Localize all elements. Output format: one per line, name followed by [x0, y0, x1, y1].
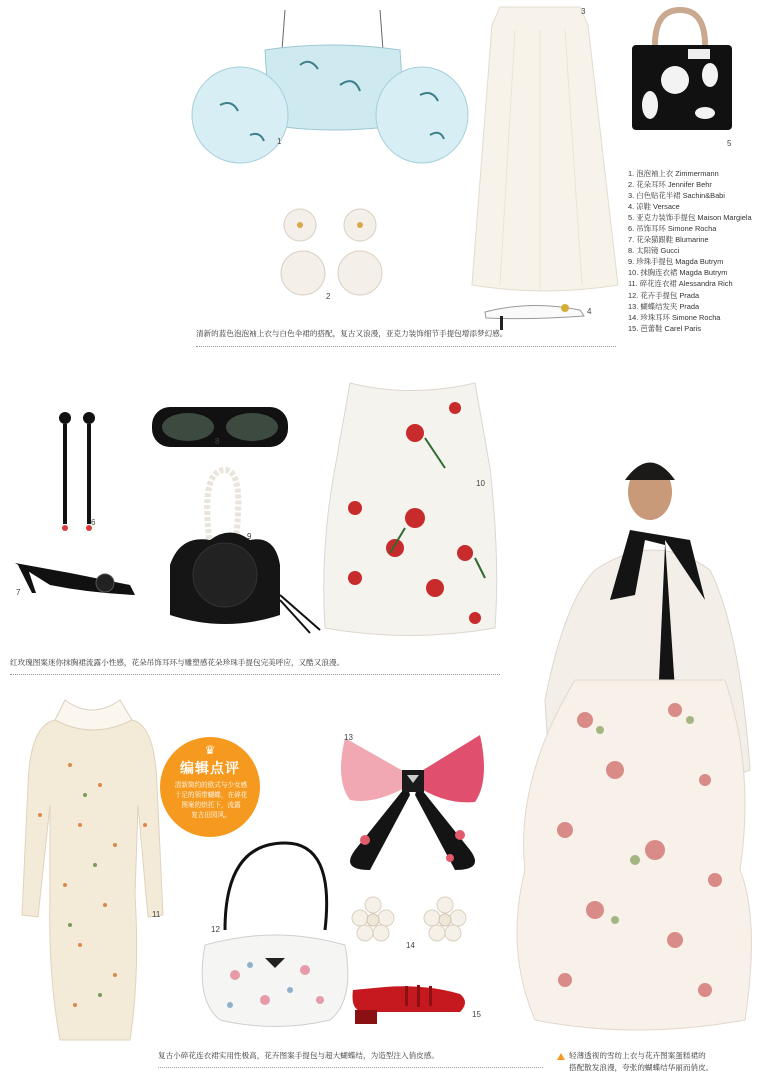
red-mary-jane-shoe-image — [345, 972, 470, 1027]
crown-icon: ♛ — [204, 743, 216, 757]
flower-earrings-image — [275, 205, 395, 305]
item-number: 5 — [727, 139, 732, 148]
item-number: 8 — [215, 437, 220, 446]
item-number: 13 — [344, 733, 353, 742]
kitten-heel-shoe-image — [10, 555, 140, 600]
pearl-handle-bag-image — [140, 465, 330, 635]
credit-item: 5. 亚克力装饰手提包 Maison Margiela — [628, 213, 752, 223]
item-number: 6 — [91, 518, 96, 527]
credit-item: 13. 蝴蝶结发夹 Prada — [628, 301, 700, 311]
pearl-earrings-image — [345, 893, 475, 948]
editor-comment-line: 十足的领带蝴蝶，在碎花 — [174, 792, 248, 799]
divider — [196, 346, 616, 347]
item-number: 10 — [476, 479, 485, 488]
credit-item: 2. 花朵耳环 Jennifer Behr — [628, 180, 712, 190]
editor-comment-line: 图案的烘托下，流露 — [181, 802, 241, 809]
item-number: 3 — [581, 7, 586, 16]
section-1-caption: 清新的蓝色泡泡袖上衣与白色伞裙的搭配，复古又浪漫，亚克力装饰细节手提包增添梦幻感。 — [196, 329, 508, 338]
item-number: 15 — [472, 1010, 481, 1019]
credit-item: 10. 抹胸连衣裙 Magda Butrym — [628, 268, 728, 278]
item-number: 9 — [247, 532, 252, 541]
section-2-caption: 红玫瑰图案迷你抹胸裙流露小性感，花朵吊饰耳环与雕塑感花朵珍珠手提包完美呼应，又酷又浪漫。 — [10, 658, 345, 667]
item-number: 7 — [16, 588, 21, 597]
item-number: 4 — [587, 307, 592, 316]
floral-handbag-image — [195, 835, 355, 1035]
item-credits-list — [628, 168, 758, 334]
editor-comment-body — [172, 781, 250, 821]
credit-item: 9. 珍珠手提包 Magda Butrym — [628, 257, 724, 267]
item-number: 12 — [211, 925, 220, 934]
credit-item: 1. 泡泡袖上衣 Zimmermann — [628, 169, 719, 178]
divider — [10, 674, 500, 675]
photo-caption-line-1 — [557, 1050, 706, 1061]
credit-item: 3. 白色贴花半裙 Sachin&Babi — [628, 191, 725, 201]
credit-item: 8. 太阳镜 Gucci — [628, 246, 680, 256]
editor-comment-line: 复古田园风。 — [191, 812, 231, 819]
section-3-caption: 复古小碎花连衣裙实用性极高，花卉图案手提包与超大蝴蝶结，为造型注入俏皮感。 — [158, 1051, 439, 1060]
photo-caption-text: 轻薄透视的雪纺上衣与花卉图案蛋糕裙的 — [569, 1051, 706, 1060]
editor-comment-line: 清新简约的欧式与少女感 — [174, 782, 248, 789]
runway-model-photo — [505, 450, 760, 1040]
triangle-bullet-icon — [557, 1053, 565, 1060]
editor-comment-title: 编辑点评 — [180, 760, 240, 776]
photo-caption-line-2: 搭配散发浪漫，夸张的蝴蝶结华丽而俏皮。 — [569, 1063, 714, 1072]
acrylic-handbag-image — [620, 5, 755, 145]
rose-print-dress-image — [315, 378, 505, 643]
white-skirt-image — [470, 5, 620, 295]
credit-item: 12. 花卉手提包 Prada — [628, 290, 700, 300]
item-number: 11 — [152, 910, 161, 919]
puff-sleeve-top-image — [190, 5, 470, 175]
sandal-image — [480, 292, 590, 332]
floral-midi-dress-image — [20, 695, 165, 1045]
credit-item: 15. 芭蕾鞋 Carel Paris — [628, 323, 702, 333]
credit-item: 11. 碎花连衣裙 Alessandra Rich — [628, 279, 733, 289]
credit-item: 14. 珍珠耳环 Simone Rocha — [628, 312, 721, 322]
sunglasses-image — [150, 405, 290, 450]
drop-earrings-image — [55, 410, 100, 535]
credit-item: 7. 花朵猫跟鞋 Blumarine — [628, 235, 709, 245]
editor-comment-badge — [160, 737, 260, 837]
item-number: 2 — [326, 292, 331, 301]
item-number: 14 — [406, 941, 415, 950]
item-number: 1 — [277, 137, 282, 146]
divider — [158, 1067, 543, 1068]
credit-item: 6. 吊饰耳环 Simone Rocha — [628, 224, 717, 234]
credit-item: 4. 凉鞋 Versace — [628, 202, 680, 212]
bow-hair-clip-image — [335, 730, 490, 875]
